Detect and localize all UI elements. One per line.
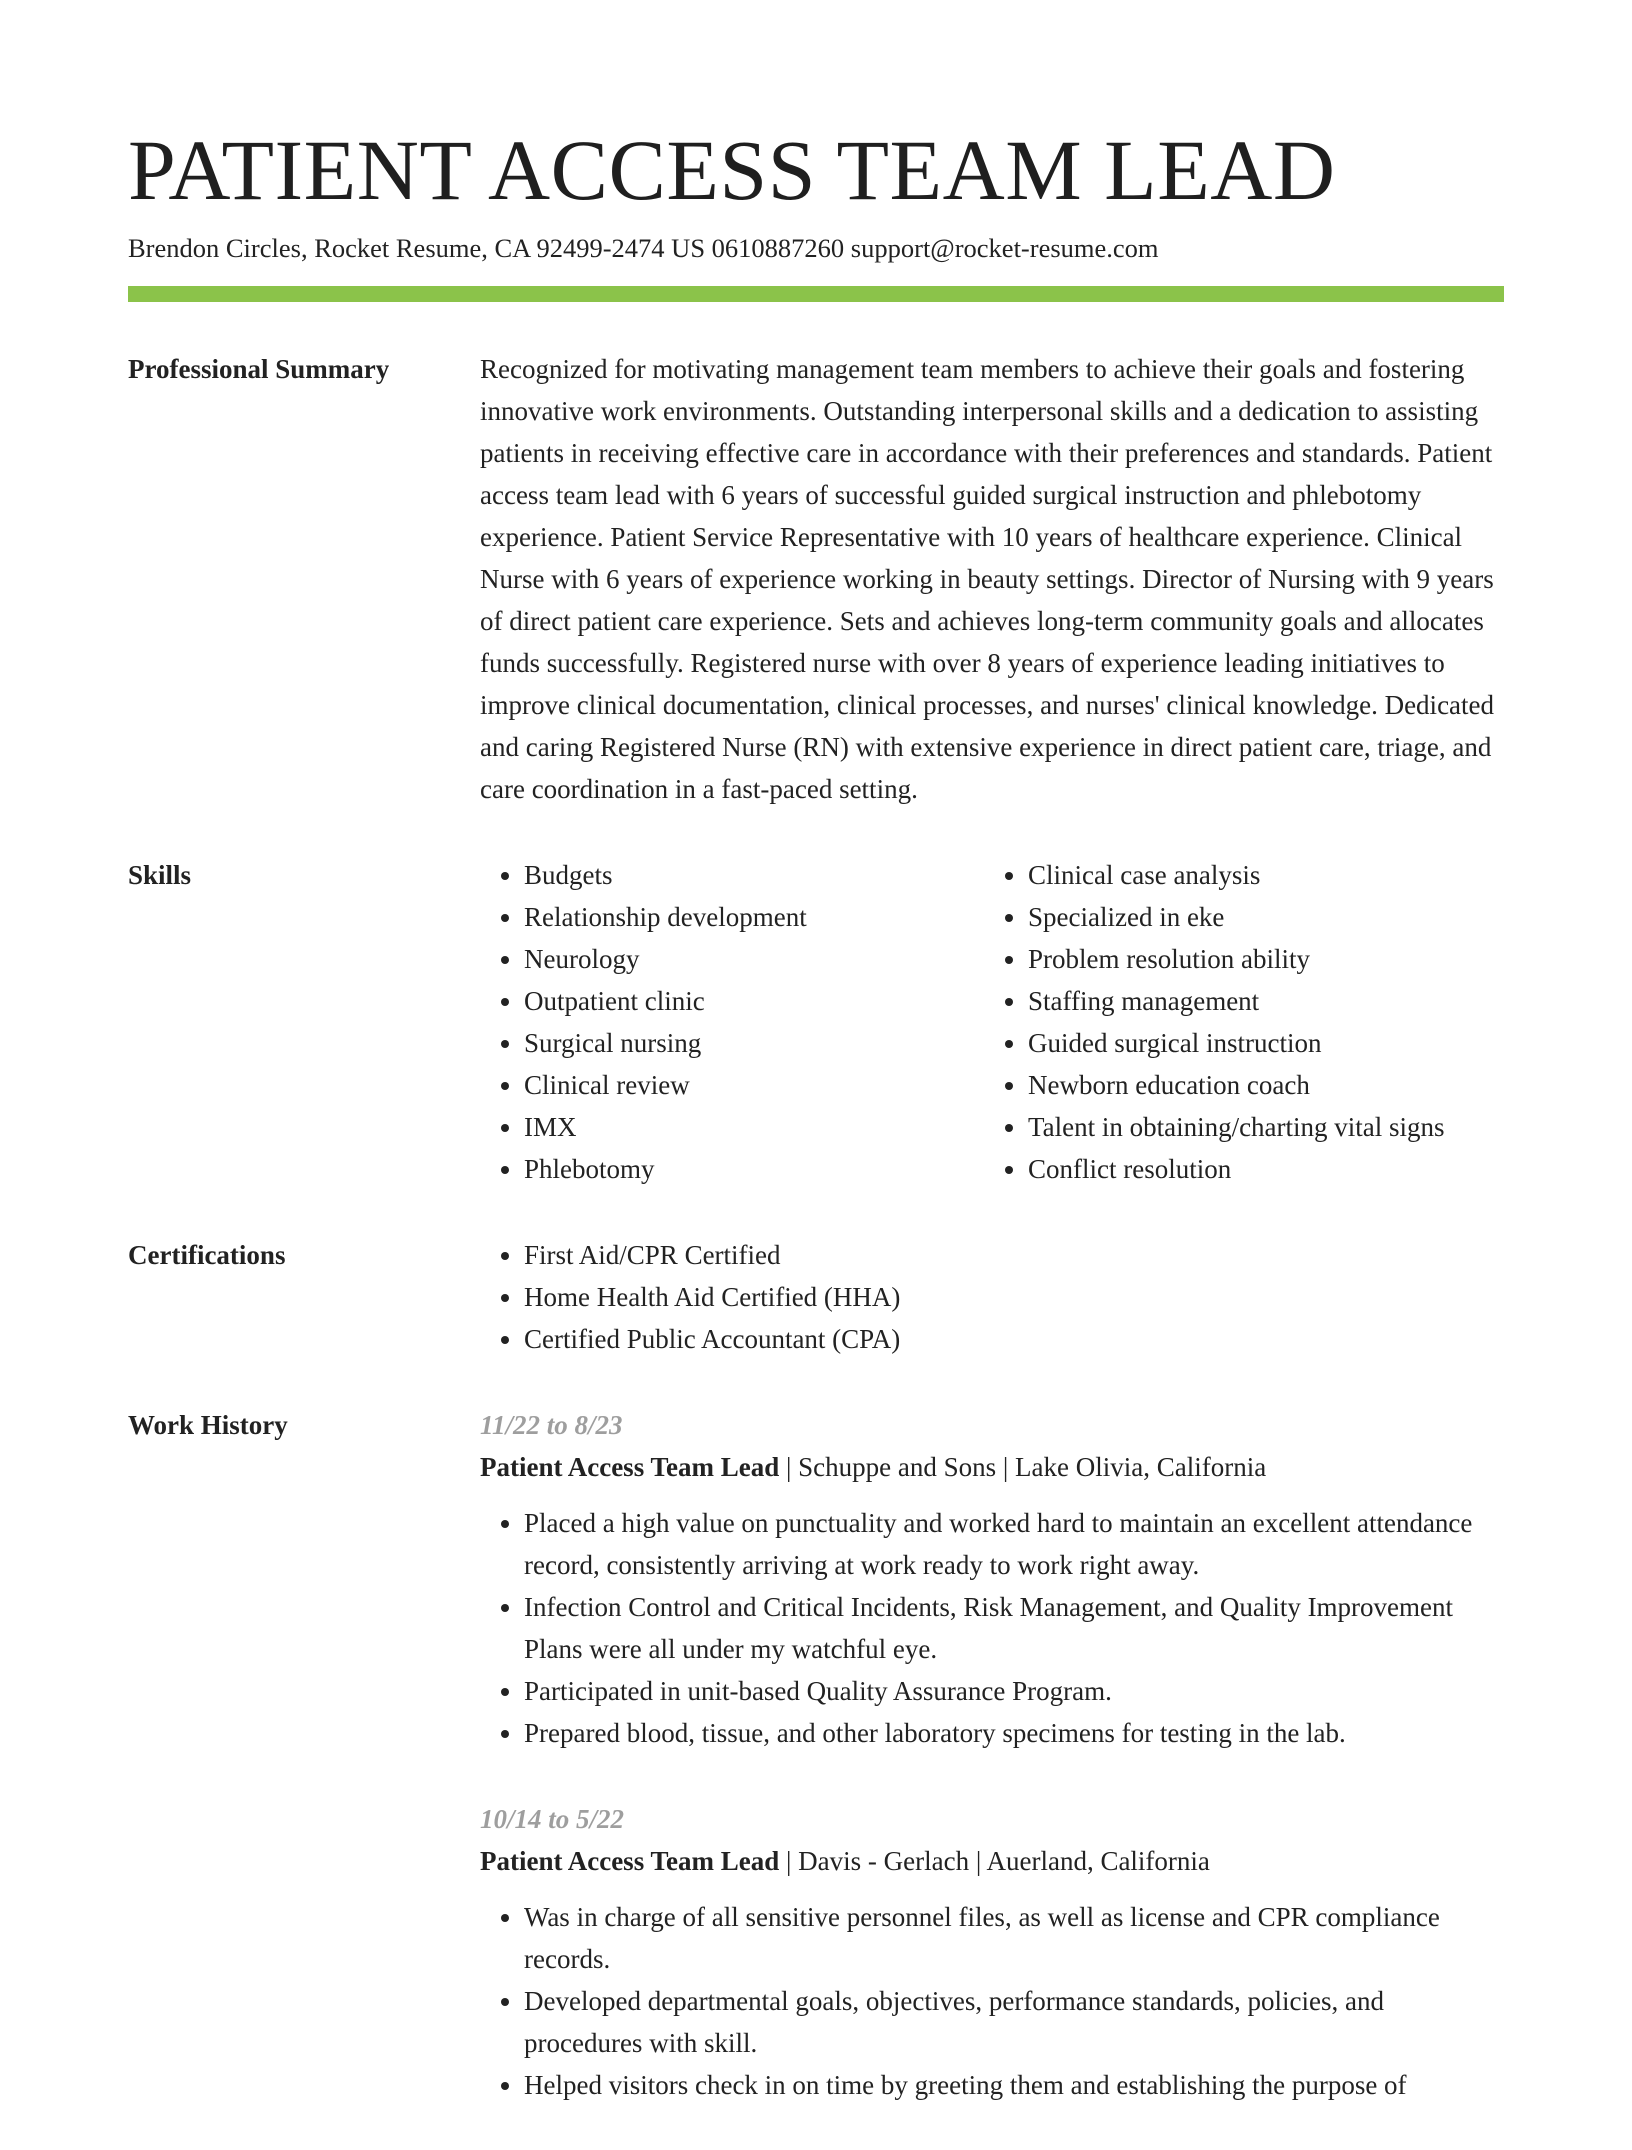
job-entry: [480, 1404, 1504, 1754]
job-dates: 10/14 to 5/22: [480, 1804, 625, 1834]
certification-item: • Home Health Aid Certified (HHA): [524, 1276, 1504, 1318]
resume-title: PATIENT ACCESS TEAM LEAD: [128, 122, 1336, 218]
job-role: Patient Access Team Lead: [480, 1452, 780, 1482]
job-dates: 11/22 to 8/23: [480, 1410, 623, 1440]
job-bullet: • Placed a high value on punctuality and worked hard to maintain an excellent attendance record, consistently arriving at work ready to work right away.: [524, 1502, 1504, 1586]
summary-text: Recognized for motivating management team members to achieve their goals and fostering innovative work environments. Outstanding interpersonal skills and a dedication to assisting patients in receiving effective care in accordance with their preferences and standards. Patient access team lead with 6 years of successful guided surgical instruction and phlebotomy experience. Patient Service Representative with 10 years of healthcare experience. Clinical Nurse with 6 years of experience working in beauty settings. Director of Nursing with 9 years of direct patient care experience. Sets and achieves long-term community goals and allocates funds successfully. Registered nurse with over 8 years of experience leading initiatives to improve clinical documentation, clinical processes, and nurses' clinical knowledge. Dedicated and caring Registered Nurse (RN) with extensive experience in direct patient care, triage, and care coordination in a fast-paced setting.: [480, 354, 1495, 804]
job-bullet: • Infection Control and Critical Incidents, Risk Management, and Quality Improvement Plans were all under my watchful eye.: [524, 1586, 1504, 1670]
job-bullet: • Was in charge of all sensitive personnel files, as well as license and CPR compliance records.: [524, 1896, 1504, 1980]
skills-list-right: [984, 854, 1504, 1190]
certifications-section: [128, 1234, 1504, 1360]
job-header: [480, 1840, 1504, 1882]
skill-item: • Guided surgical instruction: [1028, 1022, 1504, 1064]
skill-item: • Surgical nursing: [524, 1022, 984, 1064]
summary-section: [128, 348, 1504, 810]
job-bullet: • Prepared blood, tissue, and other laboratory specimens for testing in the lab.: [524, 1712, 1504, 1754]
skill-item: • Problem resolution ability: [1028, 938, 1504, 980]
job-bullets: [480, 1896, 1504, 2106]
resume-page: [128, 118, 1504, 2150]
skill-item: • Clinical case analysis: [1028, 854, 1504, 896]
work-history-section: [128, 1404, 1504, 2150]
section-heading-work-history: Work History: [128, 1410, 288, 1440]
job-bullets: [480, 1502, 1504, 1754]
section-heading-certifications: Certifications: [128, 1240, 286, 1270]
skill-item: • Specialized in eke: [1028, 896, 1504, 938]
job-details: | Davis - Gerlach | Auerland, California: [779, 1846, 1210, 1876]
job-details: | Schuppe and Sons | Lake Olivia, California: [779, 1452, 1267, 1482]
skill-item: • Talent in obtaining/charting vital signs: [1028, 1106, 1504, 1148]
certification-item: • Certified Public Accountant (CPA): [524, 1318, 1504, 1360]
skill-item: • Neurology: [524, 938, 984, 980]
skill-item: • Clinical review: [524, 1064, 984, 1106]
skill-item: • Relationship development: [524, 896, 984, 938]
job-role: Patient Access Team Lead: [480, 1846, 780, 1876]
section-heading-skills: Skills: [128, 860, 192, 890]
job-bullet: • Helped visitors check in on time by greeting them and establishing the purpose of: [524, 2064, 1504, 2106]
skill-item: • Staffing management: [1028, 980, 1504, 1022]
skill-item: • Outpatient clinic: [524, 980, 984, 1022]
skills-section: [128, 854, 1504, 1190]
skill-item: • Budgets: [524, 854, 984, 896]
certifications-list: [480, 1234, 1504, 1360]
job-bullet: • Developed departmental goals, objectives, performance standards, policies, and procedures with skill.: [524, 1980, 1504, 2064]
accent-divider: [128, 286, 1504, 302]
job-bullet: • Participated in unit-based Quality Assurance Program.: [524, 1670, 1504, 1712]
contact-line: Brendon Circles, Rocket Resume, CA 92499-2474 US 0610887260 support@rocket-resume.com: [128, 233, 1159, 263]
certification-item: • First Aid/CPR Certified: [524, 1234, 1504, 1276]
skills-list-left: [480, 854, 984, 1190]
skill-item: • Phlebotomy: [524, 1148, 984, 1190]
job-header: [480, 1446, 1504, 1488]
skill-item: • Conflict resolution: [1028, 1148, 1504, 1190]
skill-item: • Newborn education coach: [1028, 1064, 1504, 1106]
skill-item: • IMX: [524, 1106, 984, 1148]
section-heading-summary: Professional Summary: [128, 354, 390, 384]
job-entry: [480, 1798, 1504, 2106]
